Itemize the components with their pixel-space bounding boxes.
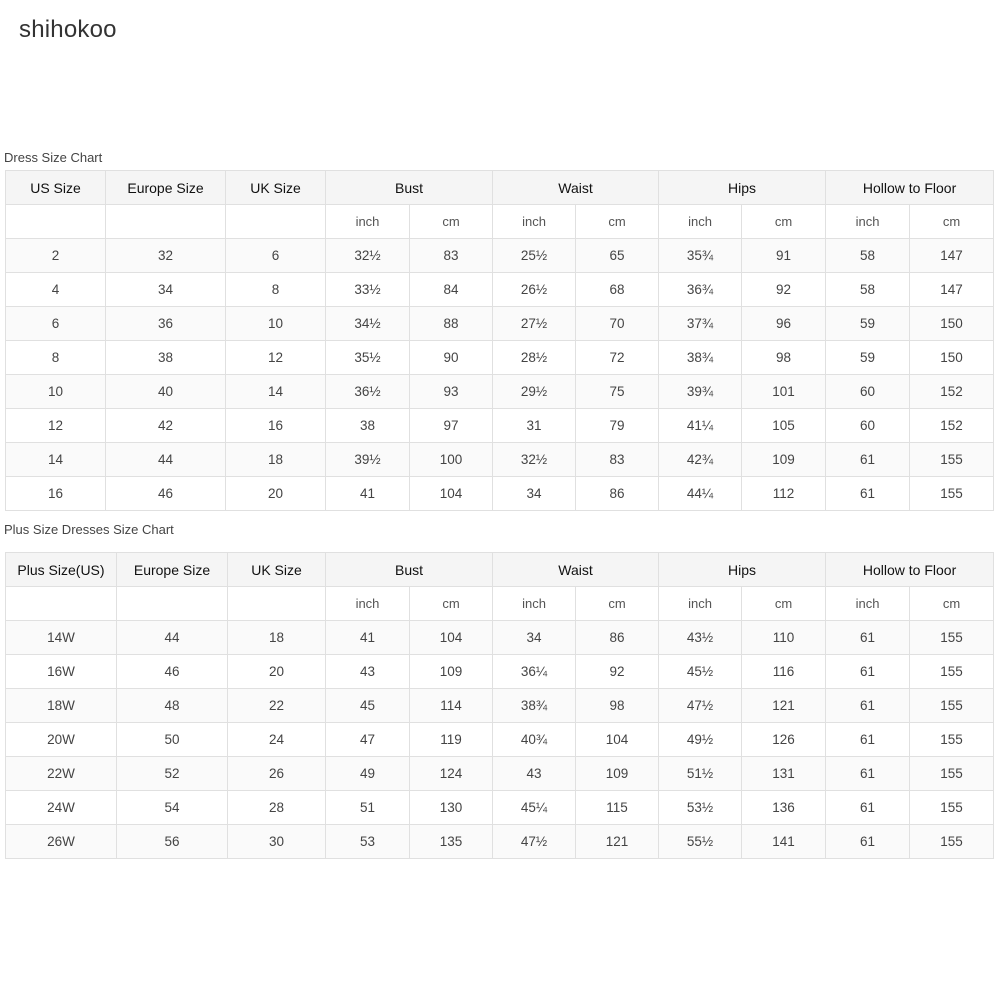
table-cell: 49½ [659, 723, 742, 757]
table-cell: 44 [106, 443, 226, 477]
table-cell: 109 [576, 757, 659, 791]
table-cell: 40 [106, 375, 226, 409]
unit-cell: cm [576, 205, 659, 239]
table-cell: 150 [910, 307, 994, 341]
table-cell: 70 [576, 307, 659, 341]
table-cell: 61 [826, 791, 910, 825]
table-cell: 68 [576, 273, 659, 307]
table-cell: 61 [826, 621, 910, 655]
table-cell: 155 [910, 443, 994, 477]
table-cell: 60 [826, 375, 910, 409]
table-cell: 41 [326, 477, 410, 511]
table-cell: 114 [410, 689, 493, 723]
table-cell: 38 [106, 341, 226, 375]
table-cell: 61 [826, 757, 910, 791]
table-cell: 2 [6, 239, 106, 273]
table-cell: 47½ [659, 689, 742, 723]
table-cell: 46 [117, 655, 228, 689]
table-row [6, 477, 994, 511]
table-cell: 84 [410, 273, 493, 307]
table-cell: 43½ [659, 621, 742, 655]
table-cell: 155 [910, 689, 994, 723]
unit-cell: cm [910, 205, 994, 239]
table-cell: 109 [410, 655, 493, 689]
table-cell: 79 [576, 409, 659, 443]
table-cell: 97 [410, 409, 493, 443]
table-cell: 44¼ [659, 477, 742, 511]
table-cell: 93 [410, 375, 493, 409]
table-cell: 121 [576, 825, 659, 859]
table-cell: 12 [6, 409, 106, 443]
table-row [6, 239, 994, 273]
table-cell: 155 [910, 655, 994, 689]
table-cell: 36¾ [659, 273, 742, 307]
header-bust: Bust [326, 171, 493, 205]
unit-cell: cm [742, 587, 826, 621]
table-cell: 12 [226, 341, 326, 375]
table-cell: 52 [117, 757, 228, 791]
table-cell: 147 [910, 239, 994, 273]
table-cell: 61 [826, 825, 910, 859]
table-cell: 86 [576, 621, 659, 655]
unit-cell: inch [659, 587, 742, 621]
table-cell: 101 [742, 375, 826, 409]
table-cell: 10 [6, 375, 106, 409]
dress-chart-caption: Dress Size Chart [4, 150, 103, 165]
table-row [6, 825, 994, 859]
table-cell: 60 [826, 409, 910, 443]
header-uk-size: UK Size [226, 171, 326, 205]
header-bust: Bust [326, 553, 493, 587]
unit-cell: cm [576, 587, 659, 621]
table-cell: 18 [228, 621, 326, 655]
header-hollow-to-floor: Hollow to Floor [826, 553, 994, 587]
table-cell: 16 [226, 409, 326, 443]
table-row [6, 689, 994, 723]
table-cell: 10 [226, 307, 326, 341]
table-cell: 155 [910, 477, 994, 511]
table-cell: 155 [910, 621, 994, 655]
table-cell: 45 [326, 689, 410, 723]
table-header-row [6, 553, 994, 587]
table-cell: 32 [106, 239, 226, 273]
table-cell: 6 [226, 239, 326, 273]
unit-cell: inch [826, 205, 910, 239]
table-cell: 28 [228, 791, 326, 825]
table-cell: 39½ [326, 443, 410, 477]
table-cell: 61 [826, 443, 910, 477]
table-cell: 152 [910, 409, 994, 443]
table-cell: 36¼ [493, 655, 576, 689]
plus-chart-caption: Plus Size Dresses Size Chart [4, 522, 174, 537]
table-cell: 43 [493, 757, 576, 791]
table-cell: 46 [106, 477, 226, 511]
header-plus-size: Plus Size(US) [6, 553, 117, 587]
table-cell: 14 [6, 443, 106, 477]
table-cell: 147 [910, 273, 994, 307]
table-cell: 152 [910, 375, 994, 409]
header-waist: Waist [493, 171, 659, 205]
table-cell: 96 [742, 307, 826, 341]
table-cell: 6 [6, 307, 106, 341]
table-cell: 35½ [326, 341, 410, 375]
table-row [6, 273, 994, 307]
table-cell: 8 [6, 341, 106, 375]
unit-cell: inch [493, 205, 576, 239]
table-cell: 110 [742, 621, 826, 655]
header-europe-size: Europe Size [117, 553, 228, 587]
table-cell: 105 [742, 409, 826, 443]
unit-cell: inch [493, 587, 576, 621]
table-cell: 135 [410, 825, 493, 859]
table-cell: 22 [228, 689, 326, 723]
table-cell: 38¾ [659, 341, 742, 375]
table-cell: 150 [910, 341, 994, 375]
table-cell: 34 [493, 621, 576, 655]
unit-cell: cm [742, 205, 826, 239]
table-cell: 92 [742, 273, 826, 307]
table-cell: 18W [6, 689, 117, 723]
table-cell: 53 [326, 825, 410, 859]
table-cell: 38¾ [493, 689, 576, 723]
table-cell: 124 [410, 757, 493, 791]
table-cell: 61 [826, 689, 910, 723]
unit-cell: cm [410, 205, 493, 239]
table-cell: 61 [826, 477, 910, 511]
table-cell: 37¾ [659, 307, 742, 341]
table-cell: 104 [410, 621, 493, 655]
table-cell: 112 [742, 477, 826, 511]
table-cell: 55½ [659, 825, 742, 859]
unit-blank-cell [117, 587, 228, 621]
table-cell: 42¾ [659, 443, 742, 477]
table-cell: 16 [6, 477, 106, 511]
table-row [6, 655, 994, 689]
table-cell: 90 [410, 341, 493, 375]
table-row [6, 723, 994, 757]
table-cell: 98 [576, 689, 659, 723]
table-cell: 4 [6, 273, 106, 307]
table-cell: 39¾ [659, 375, 742, 409]
unit-blank-cell [228, 587, 326, 621]
table-cell: 100 [410, 443, 493, 477]
table-cell: 155 [910, 791, 994, 825]
table-cell: 56 [117, 825, 228, 859]
table-cell: 92 [576, 655, 659, 689]
table-cell: 53½ [659, 791, 742, 825]
table-cell: 126 [742, 723, 826, 757]
table-cell: 41 [326, 621, 410, 655]
table-cell: 26½ [493, 273, 576, 307]
table-cell: 104 [576, 723, 659, 757]
table-cell: 155 [910, 757, 994, 791]
table-cell: 34 [106, 273, 226, 307]
unit-blank-cell [6, 205, 106, 239]
table-cell: 83 [410, 239, 493, 273]
table-cell: 91 [742, 239, 826, 273]
table-cell: 75 [576, 375, 659, 409]
table-cell: 104 [410, 477, 493, 511]
brand-name: shihokoo [19, 16, 117, 43]
table-cell: 24 [228, 723, 326, 757]
table-cell: 45¼ [493, 791, 576, 825]
table-cell: 48 [117, 689, 228, 723]
header-hollow-to-floor: Hollow to Floor [826, 171, 994, 205]
unit-cell: inch [326, 587, 410, 621]
table-cell: 49 [326, 757, 410, 791]
unit-blank-cell [106, 205, 226, 239]
table-cell: 58 [826, 273, 910, 307]
table-row [6, 621, 994, 655]
table-cell: 61 [826, 655, 910, 689]
table-cell: 31 [493, 409, 576, 443]
table-cell: 8 [226, 273, 326, 307]
table-cell: 130 [410, 791, 493, 825]
table-row [6, 341, 994, 375]
table-cell: 136 [742, 791, 826, 825]
dress-size-table [5, 170, 994, 511]
table-cell: 72 [576, 341, 659, 375]
table-cell: 22W [6, 757, 117, 791]
unit-cell: cm [910, 587, 994, 621]
table-cell: 14W [6, 621, 117, 655]
table-cell: 35¾ [659, 239, 742, 273]
table-cell: 20W [6, 723, 117, 757]
table-cell: 45½ [659, 655, 742, 689]
table-header-row [6, 171, 994, 205]
table-cell: 47½ [493, 825, 576, 859]
table-cell: 115 [576, 791, 659, 825]
table-cell: 43 [326, 655, 410, 689]
table-cell: 30 [228, 825, 326, 859]
table-unit-row [6, 205, 994, 239]
table-cell: 32½ [326, 239, 410, 273]
table-cell: 141 [742, 825, 826, 859]
table-cell: 47 [326, 723, 410, 757]
table-cell: 20 [228, 655, 326, 689]
table-cell: 98 [742, 341, 826, 375]
table-cell: 88 [410, 307, 493, 341]
table-cell: 34½ [326, 307, 410, 341]
table-cell: 59 [826, 307, 910, 341]
table-cell: 51 [326, 791, 410, 825]
table-cell: 119 [410, 723, 493, 757]
table-cell: 28½ [493, 341, 576, 375]
header-hips: Hips [659, 171, 826, 205]
table-cell: 38 [326, 409, 410, 443]
unit-cell: inch [659, 205, 742, 239]
header-europe-size: Europe Size [106, 171, 226, 205]
header-waist: Waist [493, 553, 659, 587]
unit-cell: inch [826, 587, 910, 621]
table-cell: 121 [742, 689, 826, 723]
table-cell: 109 [742, 443, 826, 477]
table-cell: 26 [228, 757, 326, 791]
table-row [6, 375, 994, 409]
table-cell: 86 [576, 477, 659, 511]
table-row [6, 307, 994, 341]
table-cell: 131 [742, 757, 826, 791]
table-row [6, 791, 994, 825]
table-cell: 65 [576, 239, 659, 273]
table-cell: 40¾ [493, 723, 576, 757]
table-row [6, 757, 994, 791]
table-cell: 44 [117, 621, 228, 655]
table-cell: 41¼ [659, 409, 742, 443]
table-cell: 51½ [659, 757, 742, 791]
table-cell: 83 [576, 443, 659, 477]
table-cell: 42 [106, 409, 226, 443]
table-cell: 155 [910, 825, 994, 859]
table-cell: 36 [106, 307, 226, 341]
header-hips: Hips [659, 553, 826, 587]
table-row [6, 443, 994, 477]
unit-cell: inch [326, 205, 410, 239]
table-cell: 20 [226, 477, 326, 511]
table-cell: 34 [493, 477, 576, 511]
unit-cell: cm [410, 587, 493, 621]
unit-blank-cell [6, 587, 117, 621]
plus-size-table [5, 552, 994, 859]
table-cell: 29½ [493, 375, 576, 409]
table-cell: 25½ [493, 239, 576, 273]
table-cell: 50 [117, 723, 228, 757]
header-us-size: US Size [6, 171, 106, 205]
table-cell: 14 [226, 375, 326, 409]
table-row [6, 409, 994, 443]
table-cell: 54 [117, 791, 228, 825]
table-cell: 155 [910, 723, 994, 757]
table-cell: 24W [6, 791, 117, 825]
table-cell: 16W [6, 655, 117, 689]
unit-blank-cell [226, 205, 326, 239]
table-cell: 32½ [493, 443, 576, 477]
table-cell: 18 [226, 443, 326, 477]
table-unit-row [6, 587, 994, 621]
table-cell: 58 [826, 239, 910, 273]
table-cell: 33½ [326, 273, 410, 307]
table-cell: 116 [742, 655, 826, 689]
table-cell: 36½ [326, 375, 410, 409]
header-uk-size: UK Size [228, 553, 326, 587]
table-cell: 59 [826, 341, 910, 375]
table-cell: 27½ [493, 307, 576, 341]
table-cell: 26W [6, 825, 117, 859]
table-cell: 61 [826, 723, 910, 757]
